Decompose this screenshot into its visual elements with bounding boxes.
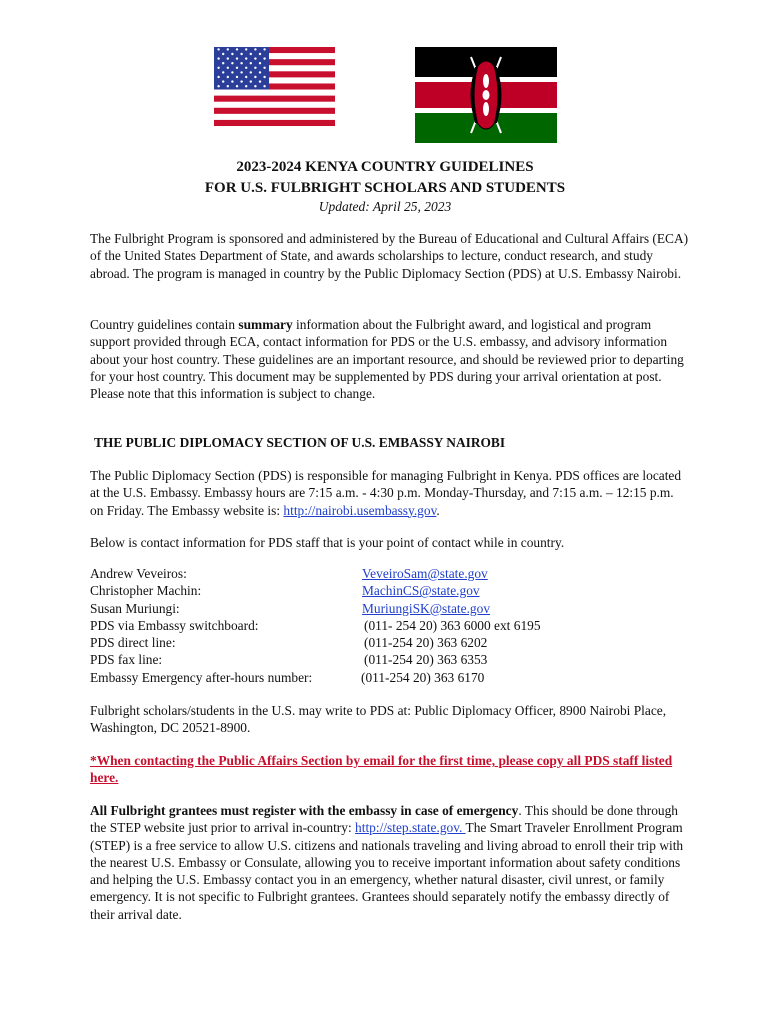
contact-email-link[interactable]: MuriungiSK@state.gov — [362, 600, 491, 616]
updated-date: Updated: April 25, 2023 — [318, 199, 452, 214]
guidelines-text-pre: Country guidelines contain — [90, 317, 239, 332]
contact-intro: Below is contact information for PDS staff that is your point of contact while in country. — [90, 535, 565, 550]
contact-name: Embassy Emergency after-hours number: — [90, 669, 313, 685]
document-title — [0, 157, 770, 199]
contact-list — [90, 565, 690, 686]
guidelines-paragraph — [90, 316, 690, 402]
pds-paragraph — [90, 467, 690, 519]
mail-paragraph: Fulbright scholars/students in the U.S. may write to PDS at: Public Diplomacy Officer, 8900 Nairobi Place, Washington, DC 20521-8900. — [90, 703, 667, 736]
contact-name: Andrew Veveiros: — [90, 566, 187, 581]
pds-text: The Public Diplomacy Section (PDS) is responsible for managing Fulbright in Kenya. PDS offices are located at the U.S. Embassy. Embassy hours are 7:15 a.m. - 4:30 p.m. Monday-Thursday, and 7:15 a.m. – 12:15 p.m. on Friday. The Embassy website is: — [90, 468, 682, 518]
contact-phone: (011-254 20) 363 6170 — [361, 669, 485, 685]
contact-name: Susan Muriungi: — [90, 600, 180, 616]
contact-row — [90, 582, 690, 599]
contact-name: PDS direct line: — [90, 635, 176, 651]
contact-phone: (011-254 20) 363 6202 — [364, 635, 488, 651]
guidelines-bold: summary — [238, 317, 293, 332]
flag-banner — [214, 47, 557, 143]
step-paragraph — [90, 802, 690, 923]
contact-row — [90, 600, 690, 617]
guidelines-text-post: information about the Fulbright award, and logistical and program support provided through ECA, contact information for PDS or the U.S. embassy, and advisory information about your host country. These guidelines are an important resource, and should be reviewed prior to departing for your host country. This document may be supplemented by PDS during your arrival orientation at post. Please note that this information is subject to change. — [90, 317, 684, 402]
section-heading: THE PUBLIC DIPLOMACY SECTION OF U.S. EMBASSY NAIROBI — [94, 435, 506, 450]
contact-name: PDS via Embassy switchboard: — [90, 617, 259, 633]
contact-phone: (011- 254 20) 363 6000 ext 6195 — [364, 617, 541, 633]
step-text: . This should be done through the STEP website just prior to arrival in-country: — [90, 803, 678, 836]
contact-row — [90, 617, 690, 634]
contact-name: Christopher Machin: — [90, 583, 202, 599]
pds-text-end: . — [436, 502, 440, 518]
title-line-1: 2023-2024 KENYA COUNTRY GUIDELINES — [236, 159, 534, 175]
us-flag-icon — [214, 47, 335, 126]
kenya-flag-icon — [415, 47, 557, 143]
contact-row — [90, 651, 690, 668]
step-website-link[interactable]: http://step.state.gov. — [355, 820, 466, 836]
contact-fax: (011-254 20) 363 6353 — [364, 652, 488, 668]
contact-email-link[interactable]: MachinCS@state.gov — [362, 583, 480, 599]
step-bold: All Fulbright grantees must register with the embassy in case of emergency — [90, 803, 519, 818]
email-copy-notice: *When contacting the Public Affairs Section by email for the first time, please copy all PDS staff listed here. — [90, 753, 673, 786]
contact-row — [90, 565, 690, 582]
title-line-2: FOR U.S. FULBRIGHT SCHOLARS AND STUDENTS — [204, 180, 566, 196]
contact-name: PDS fax line: — [90, 652, 163, 668]
contact-row — [90, 669, 690, 686]
contact-email-link[interactable]: VeveiroSam@state.gov — [362, 566, 488, 581]
intro-paragraph: The Fulbright Program is sponsored and administered by the Bureau of Educational and Cultural Affairs (ECA) of the United States Department of State, and awards scholarships to lecture, conduct research, and study abroad. The program is managed in country by the Public Diplomacy Section (PDS) at U.S. Embassy Nairobi. — [90, 231, 689, 281]
step-text-post: The Smart Traveler Enrollment Program (STEP) is a free service to allow U.S. citizens and nationals traveling and living abroad to enroll their trip with the nearest U.S. Embassy or Consulate, allowing you to receive important information about safety conditions and helping the U.S. Embassy contact you in an emergency, whether natural disaster, civil unrest, or family emergency. It is not specific to Fulbright grantees. Grantees should separately notify the embassy directly of their arrival date. — [90, 820, 684, 922]
contact-row — [90, 634, 690, 651]
embassy-website-link[interactable]: http://nairobi.usembassy.gov — [283, 502, 437, 518]
